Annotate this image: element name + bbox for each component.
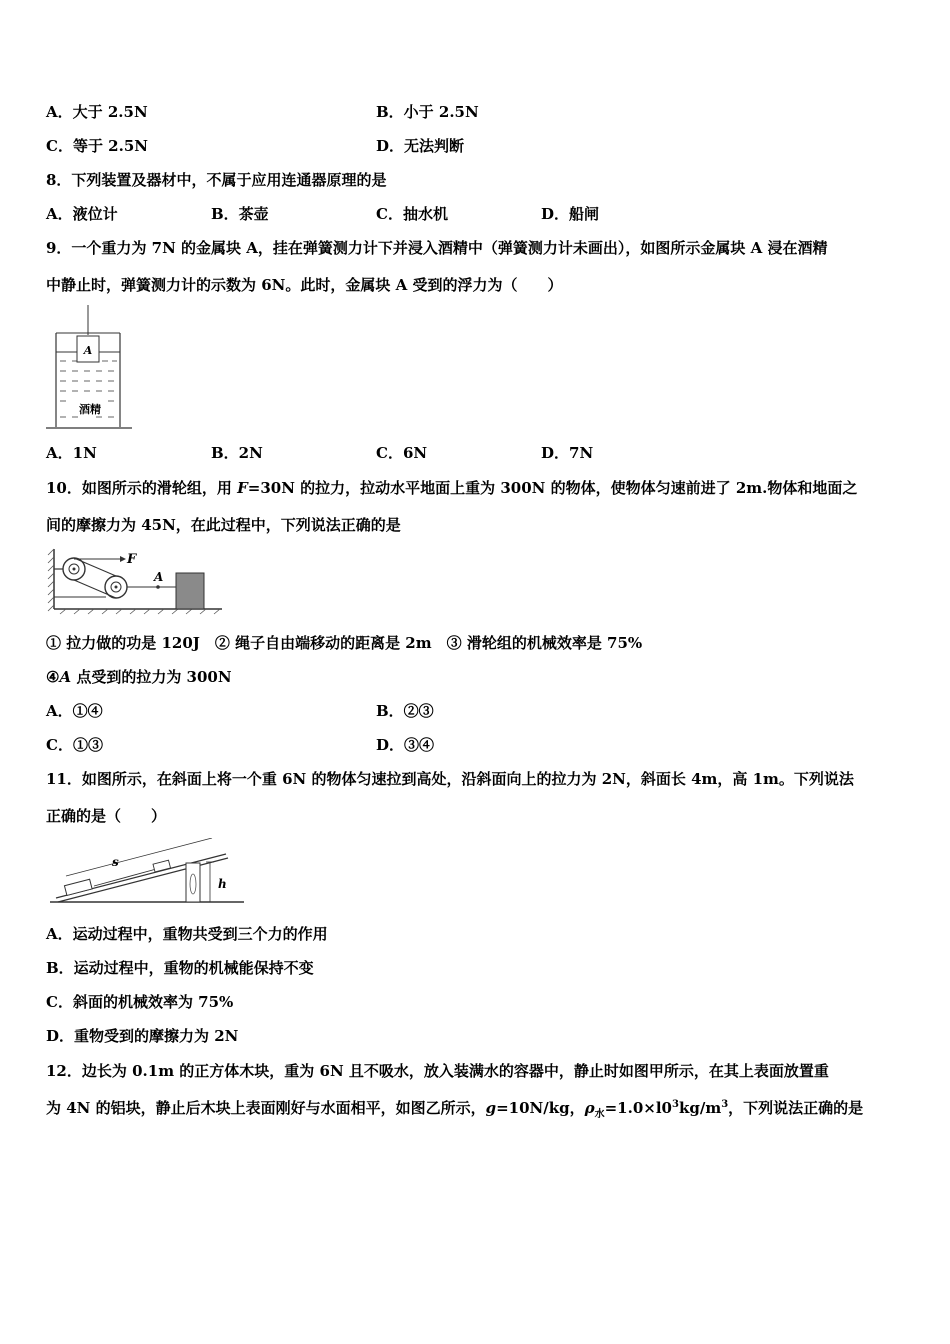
q7-option-a: A．大于 2.5N [46,103,148,121]
q9-figure-alcohol-beaker [46,305,136,433]
q10-option-a: A．①④ [46,702,103,720]
q10-option-b: B．②③ [376,702,434,720]
q10-option-c: C．①③ [46,736,103,754]
q9-option-d: D．7N [541,444,594,462]
q10-statements-line2: ④A 点受到的拉力为 300N [46,668,232,686]
q11-option-b: B．运动过程中，重物的机械能保持不变 [46,959,314,977]
q10-figure-force-label: F [127,552,137,567]
q10-figure-point-a-label: A [154,570,164,584]
q9-option-c: C．6N [376,444,428,462]
q12-stem-line1: 12．边长为 0.1m 的正方体木块，重为 6N 且不吸水，放入装满水的容器中，静止时如图甲所示，在其上表面放置重 [46,1062,829,1080]
q7-option-d: D．无法判断 [376,137,465,155]
q11-option-a: A．运动过程中，重物共受到三个力的作用 [46,925,328,943]
q10-stem-line1: 10．如图所示的滑轮组，用 F=30N 的拉力，拉动水平地面上重为 300N 的物体，使物体匀速前进了 2m.物体和地面之 [46,479,858,497]
q11-figure-height-label: h [218,877,227,891]
q8-option-a: A．液位计 [46,205,118,223]
q11-figure-length-label: s [112,855,119,869]
q8-option-b: B．茶壶 [211,205,269,223]
q9-option-b: B．2N [211,444,263,462]
q12-stem-line2: 为 4N 的铝块，静止后木块上表面刚好与水面相平，如图乙所示，g=10N/kg，$\rho_水=1.0\times l0^3kg/m^3$，下列说法正确的是 [46,1099,864,1120]
q7-option-b: B．小于 2.5N [376,103,479,121]
q9-figure-liquid-label: 酒精 [79,403,101,416]
q10-stem-line2: 间的摩擦力为 45N，在此过程中，下列说法正确的是 [46,516,401,534]
q9-stem-line1: 9．一个重力为 7N 的金属块 A，挂在弹簧测力计下并浸入酒精中（弹簧测力计未画出），如图所示金属块 A 浸在酒精 [46,239,828,257]
q11-stem-line1: 11．如图所示，在斜面上将一个重 6N 的物体匀速拉到高处，沿斜面向上的拉力为 2N，斜面长 4m，高 1m。下列说法 [46,770,854,788]
q11-stem-line2: 正确的是（ ） [46,807,167,825]
q8-option-d: D．船闸 [541,205,600,223]
q8-stem: 8．下列装置及器材中，不属于应用连通器原理的是 [46,171,387,189]
q10-figure-pulley-system [46,545,224,615]
q10-statements-line1: ① 拉力做的功是 120J ② 绳子自由端移动的距离是 2m ③ 滑轮组的机械效率是 75% [46,634,643,652]
q11-option-c: C．斜面的机械效率为 75% [46,993,234,1011]
q11-option-d: D．重物受到的摩擦力为 2N [46,1027,239,1045]
q11-figure-incline [50,838,246,908]
q9-stem-line2: 中静止时，弹簧测力计的示数为 6N。此时，金属块 A 受到的浮力为（ ） [46,276,563,294]
q8-option-c: C．抽水机 [376,205,448,223]
q9-option-a: A．1N [46,444,97,462]
q7-option-c: C．等于 2.5N [46,137,148,155]
q10-option-d: D．③④ [376,736,435,754]
q9-figure-block-label: A [83,344,93,357]
